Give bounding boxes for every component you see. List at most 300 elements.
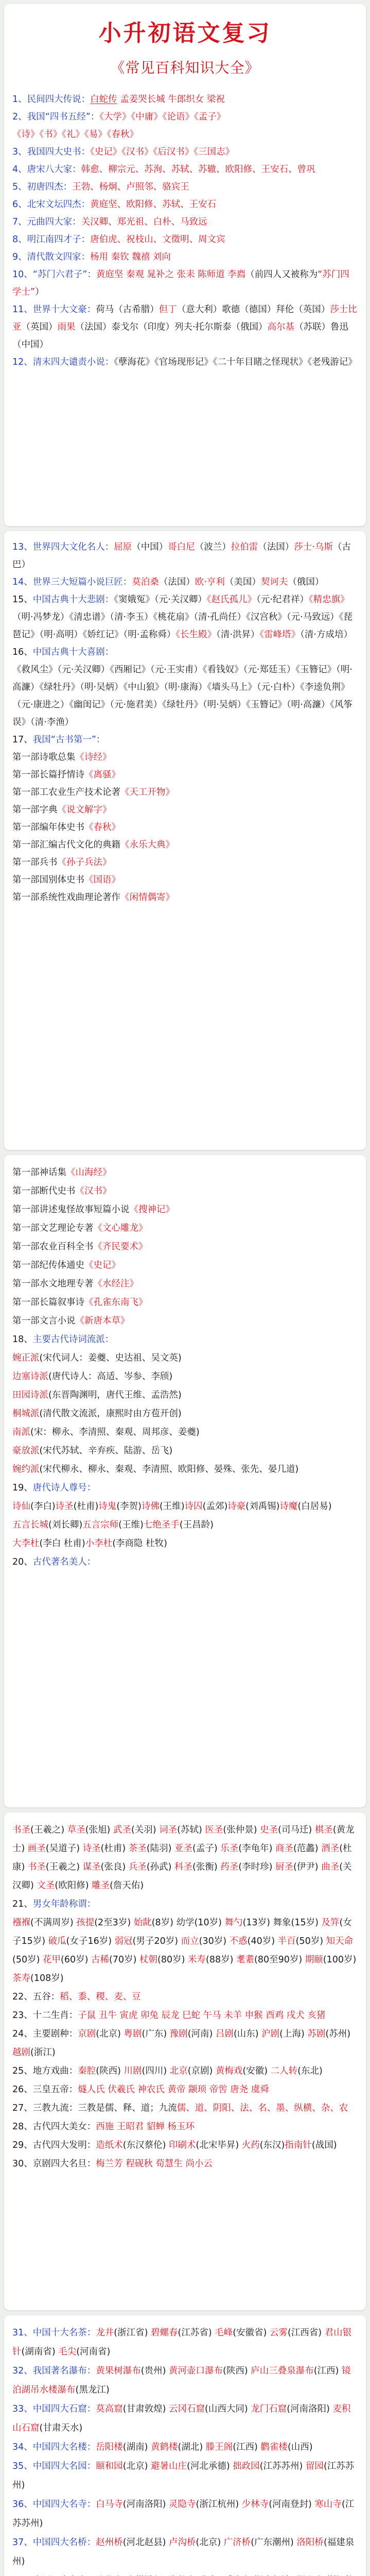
text-line xyxy=(12,591,358,643)
text-line xyxy=(12,1367,358,1386)
text-line xyxy=(12,2400,358,2438)
category-label: 中国古典十大悲剧： xyxy=(32,595,114,605)
section-card-5 xyxy=(4,2315,366,2576)
body-text: 27、三教九流： xyxy=(12,2103,78,2113)
text-line xyxy=(12,1423,358,1442)
category-label: 2、我国“四书五经”： xyxy=(12,112,100,122)
text-line xyxy=(12,1238,358,1256)
text-line xyxy=(12,1200,358,1219)
highlight-text: 莎士比亚 xyxy=(12,304,357,332)
highlight-text: 南派 xyxy=(12,1427,30,1437)
text-line xyxy=(12,889,358,906)
body-text: 第一部农业百科全书 xyxy=(12,1242,94,1252)
category-label: 37、中国四大名桥： xyxy=(12,2537,96,2548)
body-text: （法国）泰戈尔（印度）列夫·托尔斯泰（俄国） xyxy=(75,322,268,332)
highlight-text: 但丁 xyxy=(158,304,177,315)
highlight-text: 屈原 xyxy=(114,542,132,552)
body-text: (北京) xyxy=(196,2537,224,2548)
highlight-text: 《孙子兵法》 xyxy=(57,857,112,868)
text-line xyxy=(12,2080,358,2099)
highlight-text: 诗鬼 xyxy=(98,1501,117,1512)
body-text: (广东) xyxy=(142,2029,170,2039)
body-text: (江西) xyxy=(233,2442,261,2452)
body-text: (福建泉州) xyxy=(12,2537,355,2567)
body-text: (河北承德) xyxy=(187,2461,233,2471)
text-line xyxy=(12,2025,358,2062)
section-card-4 xyxy=(4,1812,366,2310)
text-line xyxy=(12,301,358,353)
body-text: 第一部神话集 xyxy=(12,1167,66,1178)
highlight-text: 不惑 xyxy=(229,1936,248,1946)
body-text: 18、 xyxy=(12,1334,33,1345)
highlight-text: 花甲 xyxy=(43,1955,61,1965)
body-text: （法国） xyxy=(158,577,195,587)
category-label: 11、世界十大文豪： xyxy=(12,304,96,315)
highlight-text: 拉伯雷 xyxy=(231,542,258,552)
highlight-text: 灵隐寺 xyxy=(169,2499,196,2510)
highlight-text: 高尔基 xyxy=(267,322,295,332)
body-text: 第一部系统性戏曲理论著作 xyxy=(12,892,120,903)
text-line xyxy=(12,2006,358,2025)
highlight-text: 《山海经》 xyxy=(66,1167,112,1178)
body-text: 第一部断代史书 xyxy=(12,1186,76,1196)
body-text: (安徽省) xyxy=(233,2328,270,2338)
highlight-text: 诗圣 xyxy=(82,1843,101,1854)
highlight-text: 鹳雀楼 xyxy=(260,2442,288,2452)
body-text: (江苏苏州) xyxy=(12,2499,355,2529)
card-lines xyxy=(12,1163,358,1571)
highlight-text: 黄梅戏 xyxy=(215,2066,243,2076)
body-text: 第一部文言小说 xyxy=(12,1316,76,1326)
body-text: (王昌龄) xyxy=(179,1520,214,1530)
body-text: (88岁) xyxy=(206,1955,236,1965)
text-line xyxy=(12,248,358,266)
text-line xyxy=(12,353,358,371)
text-line xyxy=(12,1349,358,1367)
highlight-text: 谋圣 xyxy=(82,1862,101,1872)
body-text: (王羲之) xyxy=(30,1825,67,1835)
body-text: （法国） xyxy=(258,542,294,552)
highlight-text: 《史记》 xyxy=(84,1260,120,1270)
body-text: (女子16岁) xyxy=(66,1936,115,1946)
highlight-text: 《春秋》 xyxy=(84,822,120,833)
body-text: (70岁) xyxy=(109,1955,139,1965)
body-text: (孙武) xyxy=(146,1862,175,1872)
body-text: (河南洛阳) xyxy=(122,2499,169,2510)
highlight-text: 史圣 xyxy=(260,1825,278,1835)
body-text: (王羲之) xyxy=(45,1862,83,1872)
highlight-text: 词圣 xyxy=(159,1825,178,1835)
body-text: (张衡) xyxy=(192,1862,221,1872)
text-line xyxy=(12,1312,358,1330)
body-text: (100岁) xyxy=(323,1955,357,1965)
body-text: (不满周岁) xyxy=(30,1918,77,1928)
highlight-text: 耄耋 xyxy=(236,1955,254,1965)
highlight-text: 始龀 xyxy=(133,1918,152,1928)
highlight-text: 黄庭坚、欧阳修、苏轼、王安石 xyxy=(90,199,217,210)
body-text: 30、京剧四大名旦： xyxy=(12,2159,96,2169)
body-text: (四川) xyxy=(142,2066,170,2076)
body-text: (东晋陶渊明，唐代王维、孟浩然) xyxy=(48,1390,182,1400)
body-text: (北宋毕昇) xyxy=(196,2140,242,2150)
text-line xyxy=(12,1821,358,1895)
highlight-text: 龙门石窟 xyxy=(251,2404,287,2414)
highlight-text: 五言长城 xyxy=(12,1520,48,1530)
text-line xyxy=(12,2533,358,2571)
highlight-text: 《汉书》 xyxy=(75,1186,112,1196)
body-text: （俄国） xyxy=(288,577,324,587)
highlight-text: 岳阳楼 xyxy=(96,2442,123,2452)
text-line xyxy=(12,1386,358,1404)
body-text: (江苏苏州) xyxy=(259,2461,306,2471)
body-text: (江苏省) xyxy=(178,2328,215,2338)
highlight-text: 唐伯虎、祝枝山、文徵明、周文宾 xyxy=(90,234,225,245)
body-text: (2至3岁) xyxy=(94,1918,134,1928)
body-text: (东汉) xyxy=(259,2140,285,2150)
body-text: (上海) xyxy=(279,2029,308,2039)
category-label: 中国古典十大喜剧： xyxy=(32,647,114,657)
highlight-text: 婉约派 xyxy=(12,1464,40,1475)
section-card-1 xyxy=(4,4,366,526)
category-label: 12、清末四大谴责小说： xyxy=(12,357,114,367)
text-line xyxy=(12,871,358,889)
body-text: 23、十二生肖： xyxy=(12,2010,78,2021)
body-text: (东北) xyxy=(297,2066,323,2076)
text-line xyxy=(12,1330,358,1349)
page-title: 小升初语文复习 xyxy=(98,20,272,46)
highlight-text: 莫高窟 xyxy=(96,2404,123,2414)
highlight-text: 印刷术 xyxy=(169,2140,196,2150)
body-text: (广东潮州) xyxy=(251,2537,297,2548)
body-text: 荷马（古希腊） xyxy=(96,304,159,315)
body-text: (黄龙士) xyxy=(12,1825,355,1854)
highlight-text: 毛尖 xyxy=(58,2347,77,2357)
text-line xyxy=(12,1913,358,1988)
highlight-text: 赵州桥 xyxy=(96,2537,123,2548)
highlight-text: 镜泊湖吊水楼瀑布 xyxy=(12,2366,351,2395)
body-text: (刘禹锡) xyxy=(245,1501,280,1512)
highlight-text: 黄庭坚 秦观 晁补之 张耒 陈师道 李廌 xyxy=(96,269,246,280)
highlight-text: 拙政园 xyxy=(233,2461,260,2471)
body-text: (贵州) xyxy=(140,2366,169,2376)
category-label: 3、我国四大史书： xyxy=(12,147,91,157)
body-text: (山西大同) xyxy=(205,2404,251,2414)
body-text: (李龟年) xyxy=(238,1843,275,1854)
text-line xyxy=(12,1534,358,1553)
text-line xyxy=(12,161,358,178)
body-text: 《孽海花》《官场现形记》《二十年目睹之怪现状》《老残游记》 xyxy=(114,357,357,367)
body-text: 第一部长篇叙事诗 xyxy=(12,1297,84,1308)
highlight-text: 洛阳桥 xyxy=(296,2537,324,2548)
highlight-text: 秦腔 xyxy=(78,2066,96,2076)
body-text: (孟郊) xyxy=(202,1501,228,1512)
highlight-text: 画圣 xyxy=(27,1843,46,1854)
highlight-text: 孩提 xyxy=(76,1918,95,1928)
body-text: (湖北) xyxy=(178,2442,206,2452)
body-text: 《窦娥冤》（元·关汉卿） xyxy=(114,595,207,605)
text-line xyxy=(12,2155,358,2173)
highlight-text: 北京 xyxy=(169,2066,188,2076)
body-text: (张旭) xyxy=(85,1825,113,1835)
category-label: 7、元曲四大家： xyxy=(12,217,81,227)
highlight-text: 沪剧 xyxy=(261,2029,280,2039)
body-text: 24、主要剧种： xyxy=(12,2029,78,2039)
body-text: (河南登封) xyxy=(269,2499,315,2510)
body-text: (王维) xyxy=(159,1501,185,1512)
body-text: (北京) xyxy=(96,2029,124,2039)
highlight-text: 《国语》 xyxy=(84,875,120,885)
text-line xyxy=(12,2136,358,2155)
highlight-text: 大李杜 xyxy=(12,1538,40,1549)
body-text: (安徽) xyxy=(242,2066,271,2076)
highlight-text: 豪放派 xyxy=(12,1446,40,1456)
body-text: (60岁) xyxy=(61,1955,91,1965)
category-label: 主要古代诗词流派： xyxy=(32,1334,114,1345)
section-card-3 xyxy=(4,1155,366,1807)
highlight-text: 期颐 xyxy=(305,1955,323,1965)
body-text: (浙江杭州) xyxy=(196,2499,242,2510)
text-line xyxy=(12,231,358,248)
highlight-text: 火药 xyxy=(241,2140,260,2150)
text-line xyxy=(12,1895,358,1913)
highlight-text: 京剧 xyxy=(78,2029,96,2039)
highlight-text: 颐和园 xyxy=(96,2461,123,2471)
category-label: 35、中国四大名园： xyxy=(12,2461,96,2471)
body-text: (欧阳修) xyxy=(55,1880,92,1891)
highlight-text: 莎士·乌斯 xyxy=(294,542,333,552)
highlight-text: 乐圣 xyxy=(220,1843,239,1854)
text-line xyxy=(12,2362,358,2400)
body-text: 第一部汇编古代文化的典籍 xyxy=(12,840,120,850)
highlight-text: 梅兰芳 程砚秋 荀慧生 尚小云 xyxy=(96,2159,213,2169)
body-text: 21、 xyxy=(12,1899,33,1909)
body-text: 第一部纪传体通史 xyxy=(12,1260,84,1270)
body-text: 《救风尘》（元·关汉卿）《西厢记》（元·王实甫）《看钱奴》（元·郑廷玉）《玉簪记》（明·高濂）《绿牡丹》（明·吴炳）《中山狼》（明·康海）《墙头马上》（元·白朴）《李逵负荆》（元·康进之）《幽闺记》（元·施君美）《绿牡丹》（明·吴炳）《玉簪记》（明·高濂）《风筝误》（清·李渔） xyxy=(12,665,353,727)
highlight-text: 《诗》《书》《礼》《易》《春秋》 xyxy=(12,129,138,140)
text-line xyxy=(12,538,358,573)
highlight-text: 少林寺 xyxy=(241,2499,269,2510)
body-text: (孟子) xyxy=(192,1843,221,1854)
highlight-text: 避暑山庄 xyxy=(151,2461,187,2471)
body-text: (李贺) xyxy=(116,1501,142,1512)
highlight-text: 《大学》《中庸》《论语》《孟子》 xyxy=(99,112,226,122)
highlight-text: 《水经注》 xyxy=(93,1279,138,1289)
body-text: （中国） xyxy=(132,542,168,552)
body-text: （美国） xyxy=(224,577,261,587)
body-text: ） xyxy=(35,287,44,297)
category-label: 古代著名美人： xyxy=(32,1557,96,1567)
highlight-text: 《孔雀东南飞》 xyxy=(84,1297,148,1308)
highlight-text: 雨果 xyxy=(57,322,76,332)
text-line xyxy=(12,784,358,801)
category-label: 13、世界四大文化名人： xyxy=(12,542,114,552)
text-line xyxy=(12,1553,358,1571)
text-line xyxy=(12,1442,358,1460)
highlight-text: 草圣 xyxy=(67,1825,85,1835)
body-text: (山东) xyxy=(233,2029,262,2039)
highlight-text: 豫剧 xyxy=(169,2029,188,2039)
highlight-text: 《长生殿》 xyxy=(175,630,217,640)
highlight-text: 书圣 xyxy=(27,1862,46,1872)
body-text: (浙江) xyxy=(30,2047,56,2058)
text-line xyxy=(12,213,358,231)
body-text: (江苏苏州) xyxy=(12,2461,355,2490)
highlight-text: 《赵氏孤儿》 xyxy=(206,595,257,605)
highlight-text: 《永乐大典》 xyxy=(120,840,174,850)
highlight-text: 关汉卿、郑光祖、白朴、马致远 xyxy=(81,217,207,227)
body-text: (甘肃天水) xyxy=(39,2423,83,2433)
category-label: 5、初唐四杰： xyxy=(12,182,73,192)
highlight-text: 半百 xyxy=(277,1936,296,1946)
body-text: (河南) xyxy=(187,2029,216,2039)
text-line xyxy=(12,1256,358,1275)
body-text: (80岁) xyxy=(157,1955,188,1965)
body-text: (刘长卿) xyxy=(48,1520,83,1530)
body-text: 17、 xyxy=(12,735,33,745)
highlight-text: 米寿 xyxy=(188,1955,206,1965)
highlight-text: 诗圣 xyxy=(55,1501,74,1512)
body-text: 22、五谷： xyxy=(12,1992,60,2002)
highlight-text: 厨圣 xyxy=(275,1862,293,1872)
body-text: (吴道子) xyxy=(45,1843,83,1854)
body-text: (宋代词人：姜夔、史达祖、吴文英) xyxy=(39,1353,182,1363)
body-text: (杜甫) xyxy=(73,1501,99,1512)
highlight-text: 茶寿 xyxy=(12,1973,30,1984)
highlight-text: 川剧 xyxy=(124,2066,142,2076)
highlight-text: 黄果树瀑布 xyxy=(96,2366,141,2376)
body-text: (女子15岁) xyxy=(12,1918,352,1946)
body-text: (江西) xyxy=(313,2366,342,2376)
body-text: (50岁) xyxy=(295,1936,326,1946)
body-text: (宋：柳永、李清照、秦观、周邦彦、姜夔) xyxy=(30,1427,200,1437)
highlight-text: 韩愈、柳宗元、苏洵、苏轼、苏辙、欧阳修、王安石、曾巩 xyxy=(81,164,315,175)
text-line xyxy=(12,643,358,661)
text-line xyxy=(12,573,358,591)
body-text: 20、 xyxy=(12,1557,33,1567)
highlight-text: 卢沟桥 xyxy=(169,2537,196,2548)
body-text: （明·冯梦龙）《清忠谱》（清·李玉）《桃花扇》（清·孔尚任）《汉宫秋》（元·马致远）《琵琶记》（明·高明）《娇红记》（明·孟称舜） xyxy=(12,612,353,640)
text-line xyxy=(12,126,358,143)
highlight-text: 及笄 xyxy=(321,1918,340,1928)
body-text: (山西) xyxy=(287,2442,313,2452)
highlight-text: 《天工开物》 xyxy=(120,787,174,798)
card-lines xyxy=(12,2324,358,2576)
body-text: 第一部水文地理专著 xyxy=(12,1279,94,1289)
body-text: （前四人又被称为 xyxy=(245,269,318,280)
highlight-text: 哥白尼 xyxy=(168,542,195,552)
body-text: (张仲景) xyxy=(223,1825,260,1835)
highlight-text: 《精忠旗》 xyxy=(308,595,349,605)
text-line xyxy=(12,1293,358,1312)
highlight-text: 破瓜 xyxy=(48,1936,66,1946)
body-text: (河南洛阳) xyxy=(287,2404,333,2414)
highlight-text: 诗豪 xyxy=(227,1501,246,1512)
category-label: 8、明江南四才子： xyxy=(12,234,91,245)
highlight-text: 茶圣 xyxy=(128,1843,147,1854)
body-text: (北京) xyxy=(122,2461,151,2471)
highlight-text: 子鼠 丑牛 寅虎 卯兔 辰龙 巳蛇 午马 未羊 申猴 酉鸡 戌犬 亥猪 xyxy=(78,2010,326,2021)
body-text: (黑龙江) xyxy=(75,2385,110,2395)
body-text: (京剧) xyxy=(187,2066,216,2076)
highlight-text: 粤剧 xyxy=(124,2029,142,2039)
highlight-text: 《雷峰塔》 xyxy=(259,630,301,640)
body-text: （元·纪君祥） xyxy=(256,595,309,605)
body-text: (王维) xyxy=(118,1520,144,1530)
highlight-text: 桐城派 xyxy=(12,1409,40,1419)
highlight-text: 田园诗派 xyxy=(12,1390,48,1400)
highlight-text: 小李杜 xyxy=(85,1538,113,1549)
highlight-text: 黄河壶口瀑布 xyxy=(169,2366,223,2376)
text-line xyxy=(12,801,358,819)
highlight-text: 舞勺 xyxy=(224,1918,243,1928)
highlight-text: 婉正派 xyxy=(12,1353,40,1363)
highlight-text: 古稀 xyxy=(91,1955,109,1965)
body-text: (宋代柳永、柳永、秦观、李清照、欧阳修、晏殊、张先、晏几道) xyxy=(39,1464,299,1475)
highlight-text: 棋圣 xyxy=(314,1825,333,1835)
highlight-text: 书圣 xyxy=(12,1825,30,1835)
highlight-text: 武圣 xyxy=(113,1825,131,1835)
highlight-text: 《史记》《汉书》《后汉书》《三国志》 xyxy=(90,147,235,157)
body-text: （英国） xyxy=(21,322,58,332)
highlight-text: 西施 王昭君 貂蝉 杨玉环 xyxy=(96,2122,195,2132)
highlight-text: 麦积山石窟 xyxy=(12,2404,351,2433)
text-line xyxy=(12,196,358,213)
page-subtitle: 《常见百科知识大全》 xyxy=(110,59,260,76)
card-lines xyxy=(12,538,358,906)
highlight-text: 黄鹤楼 xyxy=(151,2442,178,2452)
text-line xyxy=(12,2117,358,2136)
body-text: (50岁) xyxy=(12,1955,43,1965)
body-text: (东汉蔡伦) xyxy=(122,2140,169,2150)
highlight-text: 欧·亨利 xyxy=(195,577,225,587)
body-text: 第一部长篇抒情诗 xyxy=(12,770,84,780)
highlight-text: 王勃、杨炯、卢照邻、骆宾王 xyxy=(72,182,189,192)
highlight-text: 碧螺春 xyxy=(151,2328,178,2338)
highlight-text: 滕王阁 xyxy=(205,2442,233,2452)
body-text: (司马迁) xyxy=(278,1825,315,1835)
body-text: (80至90岁) xyxy=(254,1955,305,1965)
body-text: 19、 xyxy=(12,1483,33,1493)
highlight-text: 《说文解字》 xyxy=(57,805,112,815)
highlight-text: 而立 xyxy=(181,1936,199,1946)
body-text: （苏联）鲁迅（中国） xyxy=(12,322,349,350)
card-lines xyxy=(12,91,358,371)
body-text: (伊尹) xyxy=(293,1862,322,1872)
category-label: 4、唐宋八大家： xyxy=(12,164,81,175)
category-label: 10、“苏门六君子”： xyxy=(12,269,96,280)
highlight-text: 诗魔 xyxy=(279,1501,298,1512)
category-label: 32、我国著名瀑布： xyxy=(12,2366,96,2376)
text-line xyxy=(12,1219,358,1238)
body-text: (浙江省) xyxy=(114,2328,151,2338)
text-line xyxy=(12,836,358,854)
highlight-text: 苏剧 xyxy=(307,2029,326,2039)
highlight-text: 七绝圣手 xyxy=(143,1520,180,1530)
body-text: 26、三皇五帝： xyxy=(12,2084,78,2095)
category-label: 我国“古书第一”： xyxy=(32,735,105,745)
highlight-text: 《闲情偶寄》 xyxy=(120,892,174,903)
category-label: 1、民间四大传说： xyxy=(12,94,91,105)
highlight-text: 君山银针 xyxy=(12,2328,352,2357)
category-label: 34、中国四大名楼： xyxy=(12,2442,96,2452)
highlight-text: 文圣 xyxy=(37,1880,55,1891)
highlight-text: 医圣 xyxy=(205,1825,223,1835)
highlight-text: 白马寺 xyxy=(96,2499,123,2510)
category-label: 9、清代散文四家： xyxy=(12,252,91,262)
highlight-text: 科圣 xyxy=(174,1862,193,1872)
highlight-text: 越剧 xyxy=(12,2047,30,2058)
category-label: 14、世界三大短篇小说巨匠： xyxy=(12,577,132,587)
